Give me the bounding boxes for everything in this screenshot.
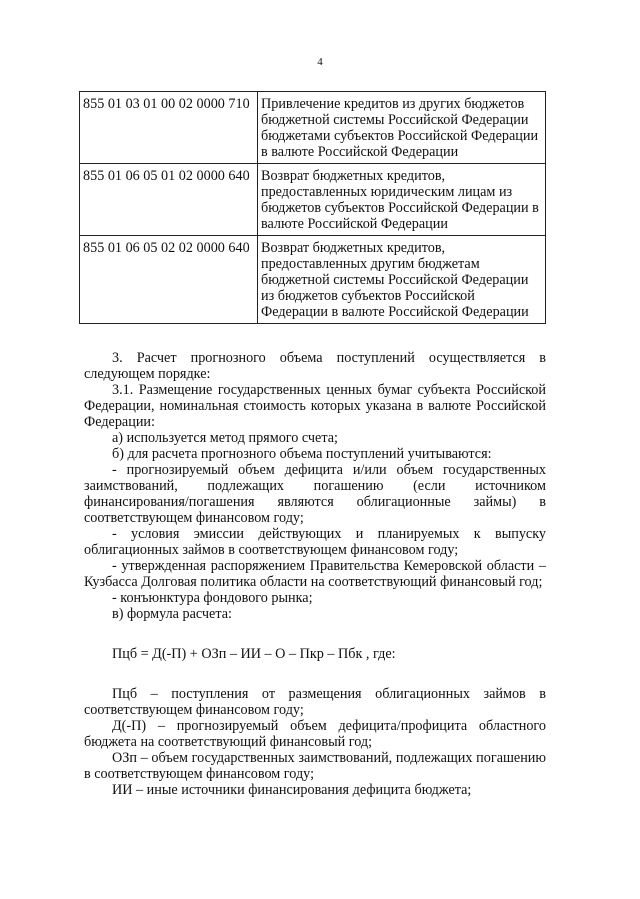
list-item-emission-conditions: - условия эмиссии действующих и планируемых к выпуску облигационных займов в соответствующем финансовом году; (84, 526, 546, 558)
page-number: 4 (317, 56, 323, 68)
table-row (80, 236, 546, 324)
paragraph-formula-intro: в) формула расчета: (112, 606, 232, 622)
list-item-deficit-volume: - прогнозируемый объем дефицита и/или объем государственных заимствований, подлежащих погашению (если источником финансирования/погашения являются облигационные займы) в соответствующем финансовом году; (84, 462, 546, 526)
table-cell-code: 855 01 03 01 00 02 0000 710 (80, 92, 258, 164)
paragraph-calculation-procedure: 3. Расчет прогнозного объема поступлений осуществляется в следующем порядке: (84, 350, 546, 382)
list-item-market-conditions: - конъюнктура фондового рынка; (112, 590, 313, 606)
table-cell-description: Возврат бюджетных кредитов, предоставленных другим бюджетам бюджетной системы Российской Федерации из бюджетов субъектов Российской Федерации в валюте Российской Федерации (258, 236, 546, 324)
definition-pcb: Пцб – поступления от размещения облигационных займов в соответствующем финансовом году; (84, 686, 546, 718)
definition-deficit: Д(-П) – прогнозируемый объем дефицита/профицита областного бюджета на соответствующий финансовый год; (84, 718, 546, 750)
table-cell-code: 855 01 06 05 02 02 0000 640 (80, 236, 258, 324)
paragraph-considered-factors: б) для расчета прогнозного объема поступлений учитываются: (112, 446, 492, 462)
definition-ozp: ОЗп – объем государственных заимствований, подлежащих погашению в соответствующем финансовом году; (84, 750, 546, 782)
list-item-debt-policy: - утвержденная распоряжением Правительства Кемеровской области – Кузбасса Долговая политика области на соответствующий финансовый год; (84, 558, 546, 590)
budget-codes-table (79, 91, 546, 324)
table-row (80, 164, 546, 236)
paragraph-direct-method: а) используется метод прямого счета; (112, 430, 338, 446)
paragraph-securities-placement: 3.1. Размещение государственных ценных бумаг субъекта Российской Федерации, номинальная стоимость которых указана в валюте Российской Федерации: (84, 382, 546, 430)
formula: Пцб = Д(-П) + ОЗп – ИИ – О – Пкр – Пбк , где: (112, 646, 396, 662)
table-cell-description: Возврат бюджетных кредитов, предоставленных юридическим лицам из бюджетов субъектов Российской Федерации в валюте Российской Федерации (258, 164, 546, 236)
table-row (80, 92, 546, 164)
table-cell-description: Привлечение кредитов из других бюджетов бюджетной системы Российской Федерации бюджетами субъектов Российской Федерации в валюте Российской Федерации (258, 92, 546, 164)
definition-ii: ИИ – иные источники финансирования дефицита бюджета; (112, 782, 472, 798)
table-cell-code: 855 01 06 05 01 02 0000 640 (80, 164, 258, 236)
document-body (84, 350, 546, 798)
